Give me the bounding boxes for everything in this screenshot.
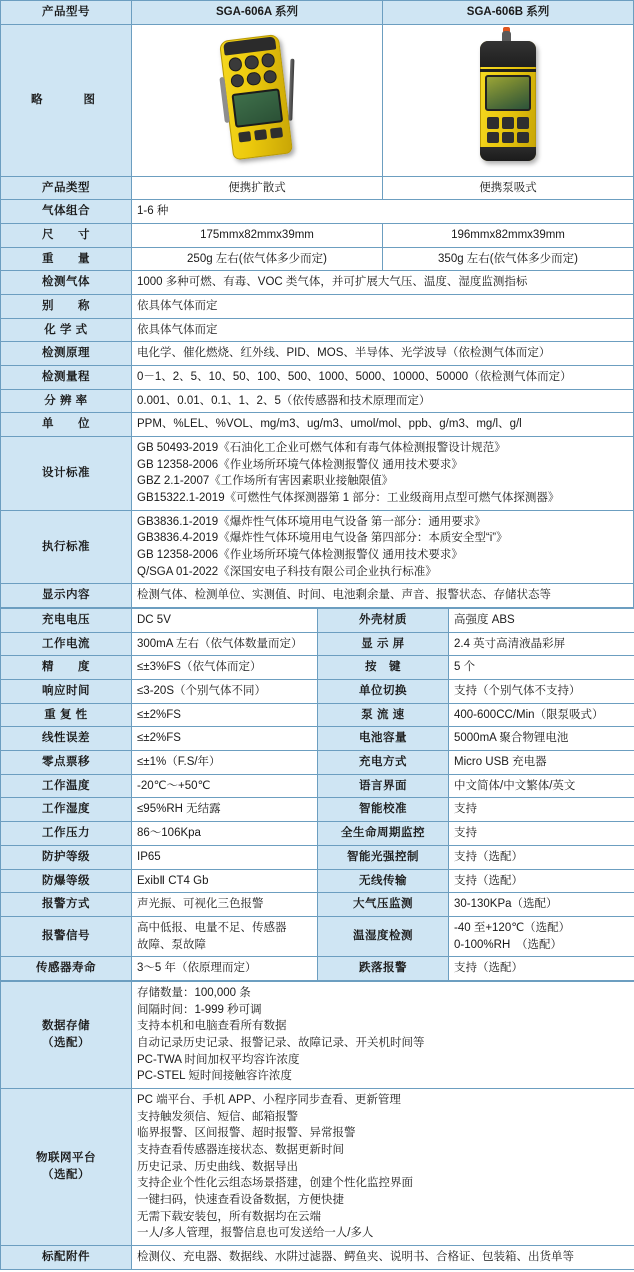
display-content-value: 检测气体、检测单位、实测值、时间、电池剩余量、声音、报警状态、存储状态等 xyxy=(132,584,634,608)
row-label-product-type: 产品类型 xyxy=(1,176,132,200)
row-label-smart-calibration: 智能校准 xyxy=(318,798,449,822)
range-value: 0－1、2、5、10、50、100、500、1000、5000、10000、50000（依检测气体而定） xyxy=(132,366,634,390)
exec-standard-value xyxy=(132,510,634,584)
product-type-a: 便携扩散式 xyxy=(132,176,383,200)
row-label-sensor-life: 传感器寿命 xyxy=(1,957,132,981)
row-label-unit-switch: 单位切换 xyxy=(318,680,449,704)
iot-label-line1: 物联网平台 xyxy=(36,1152,96,1165)
table-row xyxy=(1,845,634,869)
design-standard-line: GB 50493-2019《石油化工企业可燃气体和有毒气体检测报警设计规范》 xyxy=(137,442,506,455)
row-label-detect-gas: 检测气体 xyxy=(1,271,132,295)
table-row xyxy=(1,893,634,917)
product-image-a xyxy=(132,24,383,176)
exec-standard-line: GB 12358-2006《作业场所环境气体检测报警仪 通用技术要求》 xyxy=(137,549,463,562)
specification-table xyxy=(0,0,634,608)
explosion-level-value: ExibⅡ CT4 Gb xyxy=(132,869,318,893)
table-row xyxy=(1,1245,634,1269)
gas-combination-value: 1-6 种 xyxy=(132,200,634,224)
design-standard-line: GB15322.1-2019《可燃性气体探测器第 1 部分：工业级商用点型可燃气体探测器》 xyxy=(137,492,560,505)
temp-humidity-value xyxy=(449,916,634,956)
table-row xyxy=(1,366,634,390)
portable-diffusion-detector-icon xyxy=(220,33,294,161)
pump-flow-value: 400-600CC/Min（限泵吸式） xyxy=(449,703,634,727)
table-row xyxy=(1,1,634,25)
data-storage-line: 支持本机和电脑查看所有数据 xyxy=(137,1020,287,1033)
row-label-linearity-error: 线性误差 xyxy=(1,727,132,751)
row-label-data-storage xyxy=(1,981,132,1088)
row-label-exec-standard: 执行标准 xyxy=(1,510,132,584)
table-row xyxy=(1,822,634,846)
linearity-error-value: ≤±2%FS xyxy=(132,727,318,751)
row-label-design-standard: 设计标准 xyxy=(1,437,132,511)
row-label-keys: 按 键 xyxy=(318,656,449,680)
working-temperature-value: -20℃～+50℃ xyxy=(132,774,318,798)
table-row xyxy=(1,200,634,224)
charge-method-value: Micro USB 充电器 xyxy=(449,751,634,775)
row-label-accessories: 标配附件 xyxy=(1,1245,132,1269)
row-label-battery-capacity: 电池容量 xyxy=(318,727,449,751)
row-label-principle: 检测原理 xyxy=(1,342,132,366)
battery-capacity-value: 5000mA 聚合物锂电池 xyxy=(449,727,634,751)
exec-standard-line: GB3836.1-2019《爆炸性气体环境用电气设备 第一部分：通用要求》 xyxy=(137,515,486,528)
design-standard-value xyxy=(132,437,634,511)
weight-b: 350g 左右(依气体多少而定) xyxy=(383,247,634,271)
data-storage-line: PC-TWA 时间加权平均容许浓度 xyxy=(137,1053,300,1066)
design-standard-line: GB 12358-2006《作业场所环境气体检测报警仪 通用技术要求》 xyxy=(137,458,463,471)
table-row xyxy=(1,798,634,822)
row-label-charge-method: 充电方式 xyxy=(318,751,449,775)
table-row xyxy=(1,413,634,437)
row-label-pump-flow: 泵 流 速 xyxy=(318,703,449,727)
iot-line: 临界报警、区间报警、超时报警、异常报警 xyxy=(137,1127,356,1140)
table-row xyxy=(1,1088,634,1245)
repeatability-value: ≤±2%FS xyxy=(132,703,318,727)
alarm-mode-value: 声光振、可视化三色报警 xyxy=(132,893,318,917)
table-row xyxy=(1,295,634,319)
row-label-explosion-level: 防爆等级 xyxy=(1,869,132,893)
data-storage-label-line1: 数据存储 xyxy=(42,1020,90,1033)
table-row xyxy=(1,318,634,342)
iot-line: 一键扫码，快速查看设备数据，方便快捷 xyxy=(137,1193,344,1206)
data-storage-label-line2: （选配） xyxy=(42,1036,90,1049)
principle-value: 电化学、催化燃烧、红外线、PID、MOS、半导体、光学波导（依检测气体而定） xyxy=(132,342,634,366)
data-storage-line: 间隔时间：1-999 秒可调 xyxy=(137,1003,262,1016)
exec-standard-line: Q/SGA 01-2022《深国安电子科技有限公司企业执行标准》 xyxy=(137,565,437,578)
working-current-value: 300mA 左右（依气体数量而定） xyxy=(132,632,318,656)
row-label-language: 语言界面 xyxy=(318,774,449,798)
product-type-b: 便携泵吸式 xyxy=(383,176,634,200)
row-label-formula: 化 学 式 xyxy=(1,318,132,342)
row-label-repeatability: 重 复 性 xyxy=(1,703,132,727)
row-label-display-screen: 显 示 屏 xyxy=(318,632,449,656)
table-row xyxy=(1,584,634,608)
exec-standard-line: GB3836.4-2019《爆炸性气体环境用电气设备 第四部分：本质安全型“i”》 xyxy=(137,532,508,545)
row-label-pressure-monitor: 大气压监测 xyxy=(318,893,449,917)
row-label-working-humidity: 工作湿度 xyxy=(1,798,132,822)
table-row xyxy=(1,176,634,200)
unit-value: PPM、%LEL、%VOL、mg/m3、ug/m3、umol/mol、ppb、g/m3、mg/l、g/l xyxy=(132,413,634,437)
portable-pump-suction-detector-icon xyxy=(476,31,540,163)
iot-label-line2: （选配） xyxy=(42,1168,90,1181)
charge-voltage-value: DC 5V xyxy=(132,609,318,633)
row-label-shell-material: 外壳材质 xyxy=(318,609,449,633)
detect-gas-value: 1000 多种可燃、有毒、VOC 类气体，并可扩展大气压、温度、湿度监测指标 xyxy=(132,271,634,295)
iot-line: PC 端平台、手机 APP、小程序同步查看、更新管理 xyxy=(137,1093,401,1106)
smart-light-control-value: 支持（选配） xyxy=(449,845,634,869)
table-row xyxy=(1,680,634,704)
row-label-dimension: 尺 寸 xyxy=(1,224,132,248)
zero-drift-value: ≤±1%（F.S/年） xyxy=(132,751,318,775)
model-a-header: SGA-606A 系列 xyxy=(132,1,383,25)
iot-line: 历史记录、历史曲线、数据导出 xyxy=(137,1160,298,1173)
table-row xyxy=(1,437,634,511)
language-value: 中文简体/中文繁体/英文 xyxy=(449,774,634,798)
row-label-range: 检测量程 xyxy=(1,366,132,390)
temp-humidity-line: -40 至+120℃（选配） xyxy=(454,921,571,934)
model-b-header: SGA-606B 系列 xyxy=(383,1,634,25)
alarm-signal-line: 故障、泵故障 xyxy=(137,938,206,951)
row-label-display-content: 显示内容 xyxy=(1,584,132,608)
row-label-charge-voltage: 充电电压 xyxy=(1,609,132,633)
table-row xyxy=(1,247,634,271)
data-storage-value xyxy=(132,981,634,1088)
row-label-temp-humidity: 温湿度检测 xyxy=(318,916,449,956)
table-row xyxy=(1,916,634,956)
drop-alarm-value: 支持（选配） xyxy=(449,957,634,981)
table-row xyxy=(1,957,634,981)
data-storage-line: 自动记录历史记录、报警记录、故障记录、开关机时间等 xyxy=(137,1036,425,1049)
keys-value: 5 个 xyxy=(449,656,634,680)
design-standard-line: GBZ 2.1-2007《工作场所有害因素职业接触限值》 xyxy=(137,475,394,488)
table-row xyxy=(1,703,634,727)
lifecycle-monitor-value: 支持 xyxy=(449,822,634,846)
table-row xyxy=(1,389,634,413)
protection-level-value: IP65 xyxy=(132,845,318,869)
working-pressure-value: 86～106Kpa xyxy=(132,822,318,846)
iot-line: 支持查看传感器连接状态、数据更新时间 xyxy=(137,1143,344,1156)
resolution-value: 0.001、0.01、0.1、1、2、5（依传感器和技术原理而定） xyxy=(132,389,634,413)
dimension-a: 175mmx82mmx39mm xyxy=(132,224,383,248)
formula-value: 依具体气体而定 xyxy=(132,318,634,342)
iot-line: 一人/多人管理，报警信息也可发送给一人/多人 xyxy=(137,1227,374,1240)
row-label-response-time: 响应时间 xyxy=(1,680,132,704)
row-label-unit: 单 位 xyxy=(1,413,132,437)
table-row xyxy=(1,869,634,893)
accessories-value: 检测仪、充电器、数据线、水阱过滤器、鳄鱼夹、说明书、合格证、包装箱、出货单等 xyxy=(132,1245,634,1269)
row-label-alarm-mode: 报警方式 xyxy=(1,893,132,917)
iot-line: 支持企业个性化云组态场景搭建，创建个性化监控界面 xyxy=(137,1177,413,1190)
pressure-monitor-value: 30-130KPa（选配） xyxy=(449,893,634,917)
row-label-working-pressure: 工作压力 xyxy=(1,822,132,846)
weight-a: 250g 左右(依气体多少而定) xyxy=(132,247,383,271)
data-storage-line: 存储数量：100,000 条 xyxy=(137,986,251,999)
accuracy-value: ≤±3%FS（依气体而定） xyxy=(132,656,318,680)
table-row xyxy=(1,727,634,751)
row-label-weight: 重 量 xyxy=(1,247,132,271)
alarm-signal-line: 高中低报、电量不足、传感器 xyxy=(137,921,287,934)
table-row xyxy=(1,751,634,775)
row-label-drop-alarm: 跌落报警 xyxy=(318,957,449,981)
row-label-diagram: 略 图 xyxy=(1,24,132,176)
row-label-accuracy: 精 度 xyxy=(1,656,132,680)
sensor-life-value: 3～5 年（依原理而定） xyxy=(132,957,318,981)
iot-line: 支持触发须信、短信、邮箱报警 xyxy=(137,1110,298,1123)
response-time-value: ≤3-20S（个别气体不同） xyxy=(132,680,318,704)
paired-spec-table xyxy=(0,608,634,981)
table-row xyxy=(1,24,634,176)
product-image-b xyxy=(383,24,634,176)
alias-value: 依具体气体而定 xyxy=(132,295,634,319)
row-label-working-temperature: 工作温度 xyxy=(1,774,132,798)
row-label-zero-drift: 零点票移 xyxy=(1,751,132,775)
row-label-alarm-signal: 报警信号 xyxy=(1,916,132,956)
alarm-signal-value xyxy=(132,916,318,956)
table-row xyxy=(1,774,634,798)
row-label-lifecycle-monitor: 全生命周期监控 xyxy=(318,822,449,846)
detail-blocks-table xyxy=(0,981,634,1270)
table-row xyxy=(1,981,634,1088)
table-row xyxy=(1,271,634,295)
table-row xyxy=(1,609,634,633)
temp-humidity-line: 0-100%RH （选配） xyxy=(454,938,562,951)
row-label-protection-level: 防护等级 xyxy=(1,845,132,869)
table-row xyxy=(1,224,634,248)
shell-material-value: 高强度 ABS xyxy=(449,609,634,633)
wireless-value: 支持（选配） xyxy=(449,869,634,893)
unit-switch-value: 支持（个别气体不支持） xyxy=(449,680,634,704)
row-label-wireless: 无线传输 xyxy=(318,869,449,893)
table-row xyxy=(1,342,634,366)
iot-line: 无需下载安装包，所有数据均在云端 xyxy=(137,1210,321,1223)
row-label-resolution: 分 辨 率 xyxy=(1,389,132,413)
row-label-alias: 别 称 xyxy=(1,295,132,319)
row-label-iot-platform xyxy=(1,1088,132,1245)
iot-platform-value xyxy=(132,1088,634,1245)
row-label-gas-combination: 气体组合 xyxy=(1,200,132,224)
dimension-b: 196mmx82mmx39mm xyxy=(383,224,634,248)
display-screen-value: 2.4 英寸高清液晶彩屏 xyxy=(449,632,634,656)
row-label-working-current: 工作电流 xyxy=(1,632,132,656)
table-row xyxy=(1,510,634,584)
data-storage-line: PC-STEL 短时间接触容许浓度 xyxy=(137,1070,292,1083)
table-row xyxy=(1,632,634,656)
row-label-smart-light-control: 智能光强控制 xyxy=(318,845,449,869)
table-row xyxy=(1,656,634,680)
working-humidity-value: ≤95%RH 无结露 xyxy=(132,798,318,822)
smart-calibration-value: 支持 xyxy=(449,798,634,822)
row-label-model: 产品型号 xyxy=(1,1,132,25)
